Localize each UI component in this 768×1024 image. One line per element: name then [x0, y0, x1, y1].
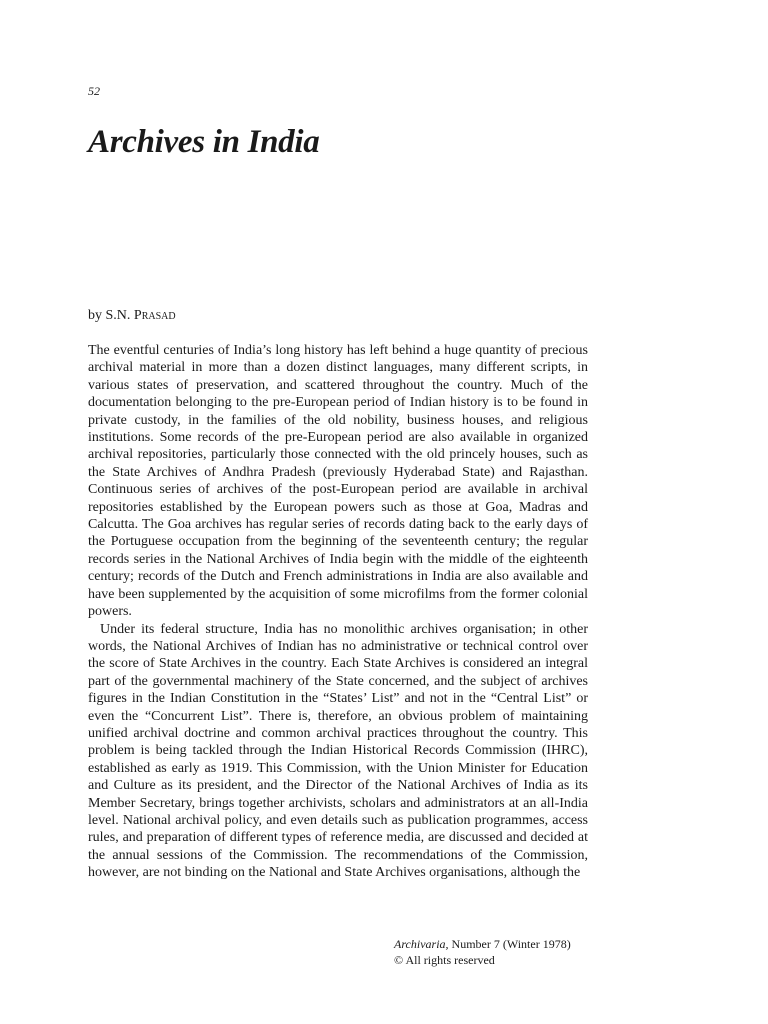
copyright-notice: © All rights reserved — [394, 953, 495, 967]
byline-prefix: by S.N. — [88, 308, 134, 323]
article-body — [88, 342, 588, 882]
journal-name: Archivaria, — [394, 937, 449, 951]
paragraph-2: Under its federal structure, India has no monolithic archives organisation; in other words, the National Archives of Indian has no administrative or technical control over the score of State Archives in the country. Each State Archives is considered an integral part of the governmental machinery of the State concerned, and the subject of archives figures in the Indian Constitution in the “States’ List” and not in the “Central List” or even the “Concurrent List”. There is, therefore, an obvious problem of maintaining unified archival doctrine and common archival practices throughout the country. This problem is being tackled through the Indian Historical Records Commission (IHRC), established as early as 1919. This Commission, with the Union Minister for Education and Culture as its president, and the Director of the National Archives of India as its Member Secretary, brings together archivists, scholars and administrators at an all-India level. National archival policy, and even details such as publication programmes, access rules, and preparation of different types of reference media, are discussed and decided at the annual sessions of the Commission. The recommendations of the Commission, however, are not binding on the National and State Archives organisations, although the — [88, 621, 588, 881]
page-number: 52 — [88, 84, 100, 98]
publication-footer — [394, 936, 571, 968]
article-title: Archives in India — [88, 124, 320, 160]
byline — [88, 308, 176, 324]
author-name: Prasad — [133, 308, 176, 323]
journal-citation — [394, 936, 571, 952]
paragraph-1: The eventful centuries of India’s long history has left behind a huge quantity of precious archival material in more than a dozen distinct languages, many different scripts, in various states of preservation, and scattered throughout the country. Much of the documentation belonging to the pre-European period of Indian history is to be found in private custody, in the families of the old nobility, business houses, and religious institutions. Some records of the pre-European period are also available in organized archival repositories, particularly those connected with the old princely houses, such as the State Archives of Andhra Pradesh (previously Hyderabad State) and Rajasthan. Continuous series of archives of the post-European period are available in archival repositories established by the European powers such as those at Goa, Madras and Calcutta. The Goa archives has regular series of records dating back to the early days of the Portuguese occupation from the beginning of the seventeenth century; the regular records series in the National Archives of India begin with the middle of the eighteenth century; records of the Dutch and French administrations in India are also available and have been supplemented by the acquisition of some microfilms from the former colonial powers. — [88, 343, 588, 620]
journal-issue: Number 7 (Winter 1978) — [448, 937, 571, 951]
